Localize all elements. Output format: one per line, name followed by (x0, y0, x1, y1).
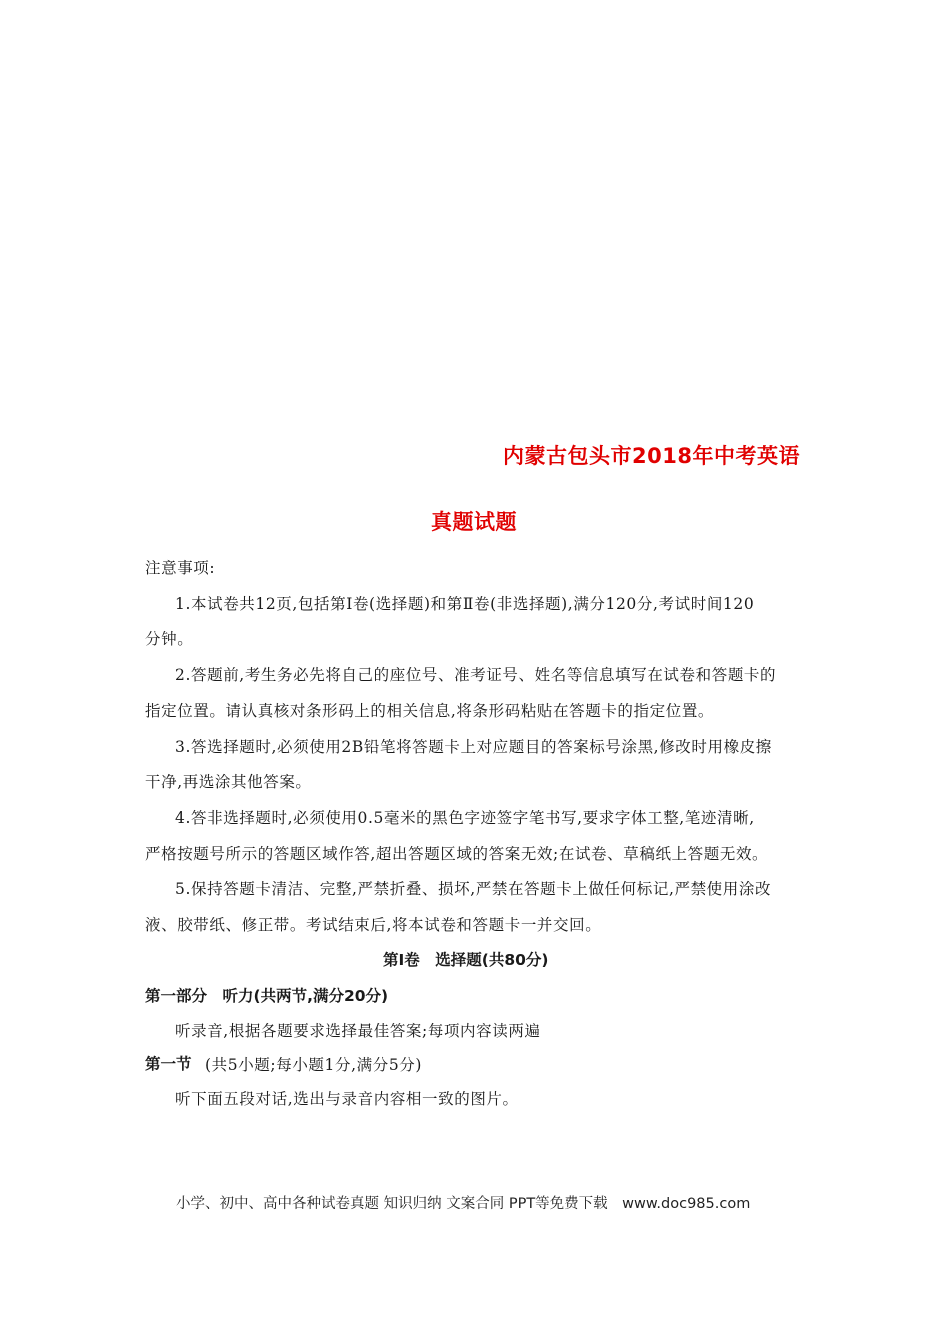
note-5-line-2: 液、胶带纸、修正带。考试结束后,将本试卷和答题卡一并交回。 (145, 916, 602, 934)
note-2-line-2: 指定位置。请认真核对条形码上的相关信息,将条形码粘贴在答题卡的指定位置。 (145, 702, 715, 720)
subsection-1-instruction: 听下面五段对话,选出与录音内容相一致的图片。 (175, 1090, 519, 1108)
note-3-line-2: 干净,再选涂其他答案。 (145, 773, 312, 791)
note-1-line-2: 分钟。 (145, 630, 194, 648)
note-4-line-1: 4.答非选择题时,必须使用0.5毫米的黑色字迹签字笔书写,要求字体工整,笔迹清晰, (175, 809, 755, 827)
note-1-line-1: 1.本试卷共12页,包括第Ⅰ卷(选择题)和第Ⅱ卷(非选择题),满分120分,考试时间120 (175, 595, 755, 613)
volume-heading: 第Ⅰ卷 选择题(共80分) (383, 951, 549, 969)
title-line-2: 真题试题 (431, 510, 517, 534)
note-4-line-2: 严格按题号所示的答题区域作答,超出答题区域的答案无效;在试卷、草稿纸上答题无效。 (145, 845, 769, 863)
subsection-1-detail: (共5小题;每小题1分,满分5分) (205, 1056, 423, 1074)
note-5-line-1: 5.保持答题卡清洁、完整,严禁折叠、损坏,严禁在答题卡上做任何标记,严禁使用涂改 (175, 880, 772, 898)
part-1-instruction: 听录音,根据各题要求选择最佳答案;每项内容读两遍 (175, 1022, 541, 1040)
subsection-1-label: 第一节 (145, 1055, 192, 1073)
footer-text: 小学、初中、高中各种试卷真题 知识归纳 文案合同 PPT等免费下载 www.doc985.com (176, 1196, 751, 1212)
notes-heading: 注意事项: (145, 559, 216, 577)
note-3-line-1: 3.答选择题时,必须使用2B铅笔将答题卡上对应题目的答案标号涂黑,修改时用橡皮擦 (175, 738, 772, 756)
title-line-1: 内蒙古包头市2018年中考英语 (503, 444, 800, 468)
part-1-heading: 第一部分 听力(共两节,满分20分) (145, 987, 389, 1005)
note-2-line-1: 2.答题前,考生务必先将自己的座位号、准考证号、姓名等信息填写在试卷和答题卡的 (175, 666, 777, 684)
